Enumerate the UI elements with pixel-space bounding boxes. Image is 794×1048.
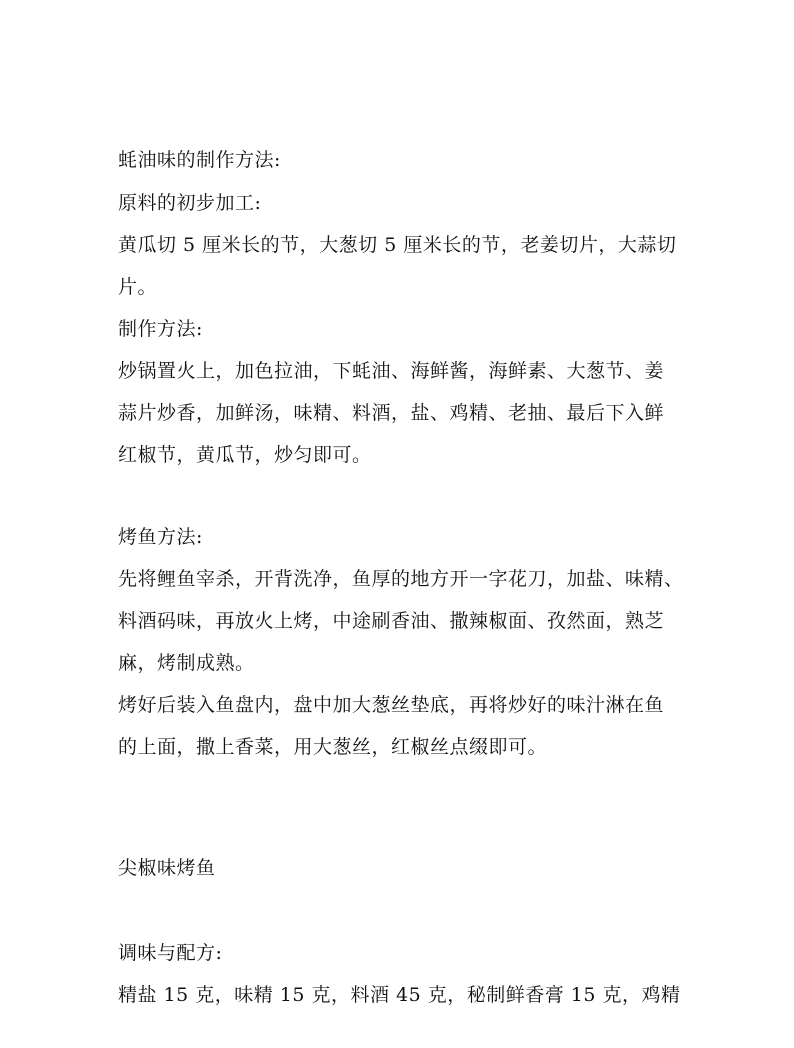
paragraph-line: 炒锅置火上，加色拉油，下蚝油、海鲜酱，海鲜素、大葱节、姜 [118,360,665,382]
paragraph-line: 蒜片炒香，加鲜汤，味精、料酒，盐、鸡精、老抽、最后下入鲜 [118,402,665,424]
paragraph-line: 红椒节，黄瓜节，炒匀即可。 [118,444,372,466]
paragraph-line: 的上面，撒上香菜，用大葱丝，红椒丝点缀即可。 [118,736,548,758]
paragraph-line: 片。 [118,276,158,298]
paragraph-line: 精盐 15 克，味精 15 克，料酒 45 克，秘制鲜香膏 15 克，鸡精 [118,984,681,1006]
paragraph-line: 料酒码味，再放火上烤，中途刷香油、撒辣椒面、孜然面，熟芝 [118,610,665,632]
recipe-title: 尖椒味烤鱼 [118,857,216,879]
section-heading-oyster-sauce-method: 蚝油味的制作方法: [118,149,281,171]
paragraph-line: 烤好后装入鱼盘内，盘中加大葱丝垫底，再将炒好的味汁淋在鱼 [118,694,665,716]
subheading-method: 制作方法: [118,318,203,340]
paragraph-line: 先将鲤鱼宰杀，开背洗净，鱼厚的地方开一字花刀，加盐、味精、 [118,568,684,590]
subheading-seasoning: 调味与配方: [118,942,223,964]
subheading-raw-material-prep: 原料的初步加工: [118,192,262,214]
paragraph-line: 麻，烤制成熟。 [118,652,255,674]
section-heading-grill-fish-method: 烤鱼方法: [118,526,203,548]
paragraph-line: 黄瓜切 5 厘米长的节，大葱切 5 厘米长的节，老姜切片，大蒜切 [118,234,677,256]
